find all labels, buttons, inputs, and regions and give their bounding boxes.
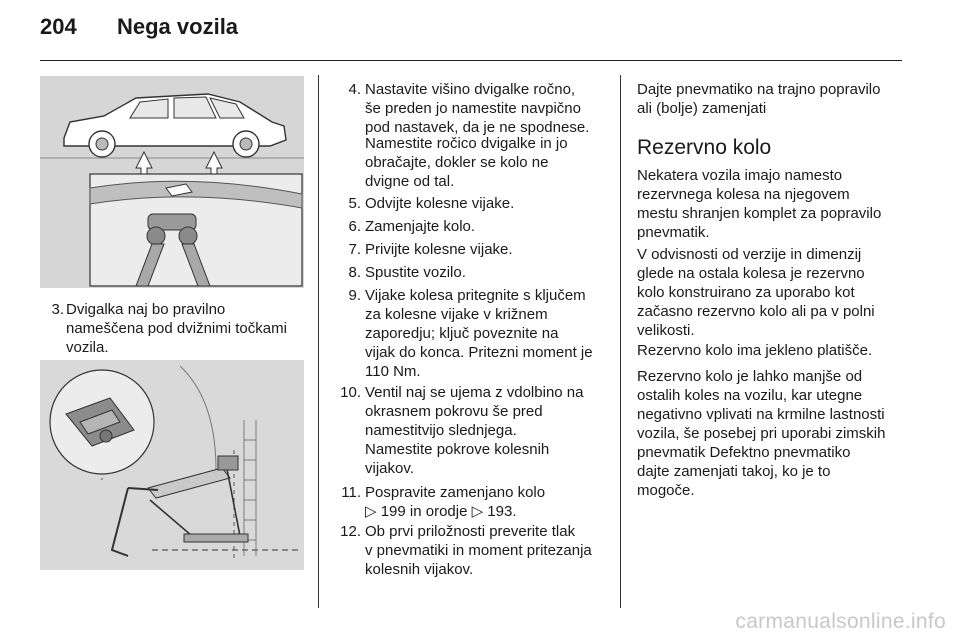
list-item (325, 522, 610, 579)
jack-mechanism-illustration (40, 360, 304, 570)
step-text-line: Pospravite zamenjano kolo (365, 484, 546, 501)
step-number: 3. (51, 301, 64, 318)
step-text-line: Namestite ročico dvigalke in jo (365, 135, 568, 152)
step-text-line: vozila. (66, 339, 109, 356)
list-item (325, 383, 610, 440)
list-item (325, 440, 610, 478)
intro-paragraph (637, 80, 907, 118)
step-text-line: 110 Nm. (365, 363, 421, 380)
step-text-line: kolesnih vijakov. (365, 561, 474, 578)
list-item (325, 194, 610, 213)
step-number: 12. (340, 523, 361, 540)
body-paragraph (637, 166, 907, 242)
step-text-line: obračajte, dokler se kolo ne (365, 154, 549, 171)
step-text-line: Privijte kolesne vijake. (365, 241, 513, 258)
text-line: mogoče. (637, 482, 695, 499)
text-line: vozila, še posebej pri uporabi zimskih (637, 425, 886, 442)
text-line: ostalih koles na vozilu, kar utegne (637, 387, 863, 404)
step-text-line: Odvijte kolesne vijake. (365, 195, 515, 212)
step-text-line: ▷ 199 in orodje ▷ 193. (365, 503, 517, 520)
text-line: velikosti. (637, 322, 695, 339)
step-text-line: Zamenjajte kolo. (365, 218, 476, 235)
step-text-line: vijak do konca. Pritezni moment je (365, 344, 593, 361)
list-item (325, 80, 610, 137)
watermark: carmanualsonline.info (735, 610, 946, 633)
text-line: mestu shranjen komplet za popravilo (637, 205, 882, 222)
step-text-line: namestitvijo slednjega. (365, 422, 517, 439)
page-number: 204 (40, 14, 77, 39)
text-line: ali (bolje) zamenjati (637, 100, 767, 117)
list-item (325, 483, 610, 521)
section-heading: Rezervno kolo (637, 136, 772, 159)
list-item (325, 263, 610, 282)
list-item (325, 286, 610, 381)
text-line: začasno rezervno kolo ali pa v polni (637, 303, 875, 320)
text-line: glede na ostala kolesa je rezervno (637, 265, 865, 282)
text-line: negativno vplivati na krmilne lastnosti (637, 406, 885, 423)
text-line: rezervnega kolesa na njegovem (637, 186, 850, 203)
list-item (40, 300, 310, 360)
step-text-line: za kolesne vijake v križnem (365, 306, 548, 323)
step-number: 10. (340, 384, 361, 401)
text-line: Dajte pnevmatiko na trajno popravilo (637, 81, 881, 98)
step-number: 11. (341, 484, 361, 501)
text-line: Rezervno kolo je lahko manjše od (637, 368, 863, 385)
step-number: 7. (348, 241, 361, 258)
step-text-line: v pnevmatiki in moment pritezanja (365, 542, 592, 559)
text-line: dajte zamenjati takoj, ko je to (637, 463, 831, 480)
step-number: 8. (348, 264, 361, 281)
text-line: pnevmatik Defektno pnevmatiko (637, 444, 851, 461)
list-item (325, 134, 610, 191)
body-paragraph (637, 341, 907, 360)
text-line: V odvisnosti od verzije in dimenzij (637, 246, 862, 263)
text-line: Rezervno kolo ima jekleno platišče. (637, 342, 873, 359)
body-paragraph (637, 245, 907, 340)
step-text-line: še preden jo namestite navpično (365, 100, 581, 117)
step-text-line: vijakov. (365, 460, 414, 477)
step-text-line: Dvigalka naj bo pravilno (66, 301, 226, 318)
step-text-line: Namestite pokrove kolesnih (365, 441, 550, 458)
step-number: 4. (348, 81, 361, 98)
step-number: 6. (348, 218, 361, 235)
step-text-line: zaporedju; ključ poveznite na (365, 325, 559, 342)
header-rule (40, 60, 902, 61)
body-paragraph (637, 367, 907, 500)
step-text-line: pod nastavek, da je ne spodnese. (365, 119, 590, 136)
step-text-line: Nastavite višino dvigalke ročno, (365, 81, 576, 98)
step-text-line: Vijake kolesa pritegnite s ključem (365, 287, 586, 304)
step-text-line: Ventil naj se ujema z vdolbino na (365, 384, 584, 401)
text-line: Nekatera vozila imajo namesto (637, 167, 843, 184)
step-number: 9. (348, 287, 361, 304)
list-item (325, 240, 610, 259)
step-text-line: Ob prvi priložnosti preverite tlak (365, 523, 576, 540)
page-title: Nega vozila (117, 14, 239, 39)
step-text-line: okrasnem pokrovu še pred (365, 403, 543, 420)
step-text-line: nameščena pod dvižnimi točkami (66, 320, 287, 337)
step-text-line: dvigne od tal. (365, 173, 455, 190)
step-text-line: Spustite vozilo. (365, 264, 466, 281)
step-number: 5. (348, 195, 361, 212)
column-divider-1 (318, 75, 319, 608)
column-divider-2 (620, 75, 621, 608)
list-item (325, 217, 610, 236)
text-line: pnevmatik. (637, 224, 710, 241)
car-jack-illustration (40, 76, 304, 288)
text-line: kolo konstruirano za uporabo kot (637, 284, 855, 301)
